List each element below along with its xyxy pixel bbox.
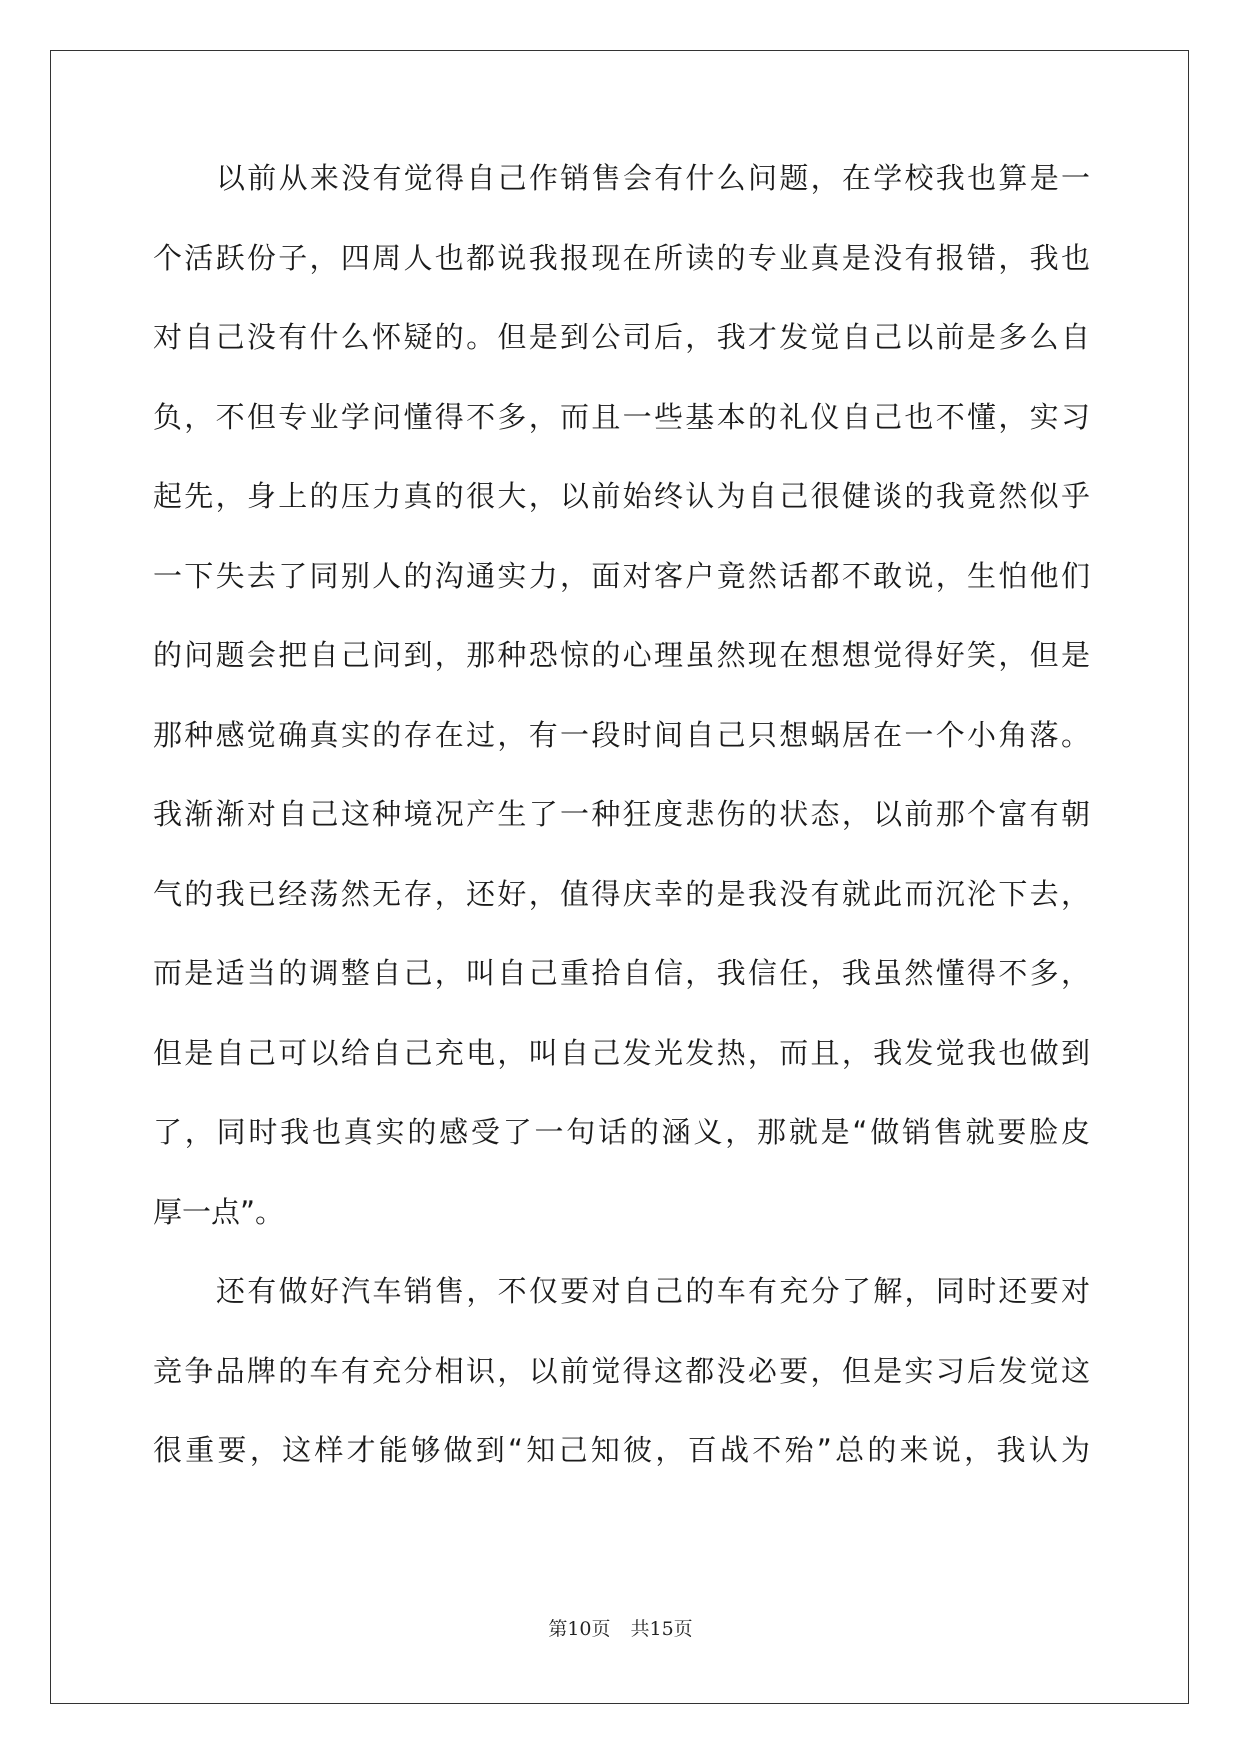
- text-line: 的问题会把自己问到，那种恐惊的心理虽然现在想想觉得好笑，但是: [153, 638, 1090, 672]
- text-line: 厚一点”。: [153, 1194, 285, 1229]
- text-line: 但是自己可以给自己充电，叫自己发光发热，而且，我发觉我也做到: [153, 1035, 1090, 1070]
- text-line: 个活跃份子，四周人也都说我报现在所读的专业真是没有报错，我也: [153, 240, 1090, 275]
- text-line: 对自己没有什么怀疑的。但是到公司后，我才发觉自己以前是多么自: [153, 320, 1090, 354]
- text-line: 以前从来没有觉得自己作销售会有什么问题，在学校我也算是一: [216, 161, 1090, 195]
- text-line: 气的我已经荡然无存，还好，值得庆幸的是我没有就此而沉沦下去，: [153, 876, 1090, 911]
- text-line: 很重要，这样才能够做到“知己知彼，百战不殆”总的来说，我认为: [153, 1433, 1090, 1467]
- text-line: 了，同时我也真实的感受了一句话的涵义，那就是“做销售就要脸皮: [153, 1115, 1090, 1149]
- text-line: 竞争品牌的车有充分相识，以前觉得这都没必要，但是实习后发觉这: [153, 1353, 1090, 1388]
- text-line: 负，不但专业学问懂得不多，而且一些基本的礼仪自己也不懂，实习: [153, 399, 1090, 434]
- text-line: 起先，身上的压力真的很大，以前始终认为自己很健谈的我竟然似乎: [153, 479, 1090, 513]
- text-line: 我渐渐对自己这种境况产生了一种狂度悲伤的状态，以前那个富有朝: [153, 797, 1090, 831]
- text-line: 那种感觉确真实的存在过，有一段时间自己只想蜗居在一个小角落。: [153, 717, 1090, 752]
- text-line: 还有做好汽车销售，不仅要对自己的车有充分了解，同时还要对: [216, 1274, 1090, 1308]
- page-number: 第10页: [548, 1618, 611, 1640]
- page-total: 共15页: [630, 1618, 693, 1640]
- body-text: [153, 160, 1090, 1512]
- page-footer: [0, 1614, 1241, 1641]
- text-line: 而是适当的调整自己，叫自己重拾自信，我信任，我虽然懂得不多，: [153, 956, 1090, 990]
- text-line: 一下失去了同别人的沟通实力，面对客户竟然话都不敢说，生怕他们: [153, 558, 1090, 593]
